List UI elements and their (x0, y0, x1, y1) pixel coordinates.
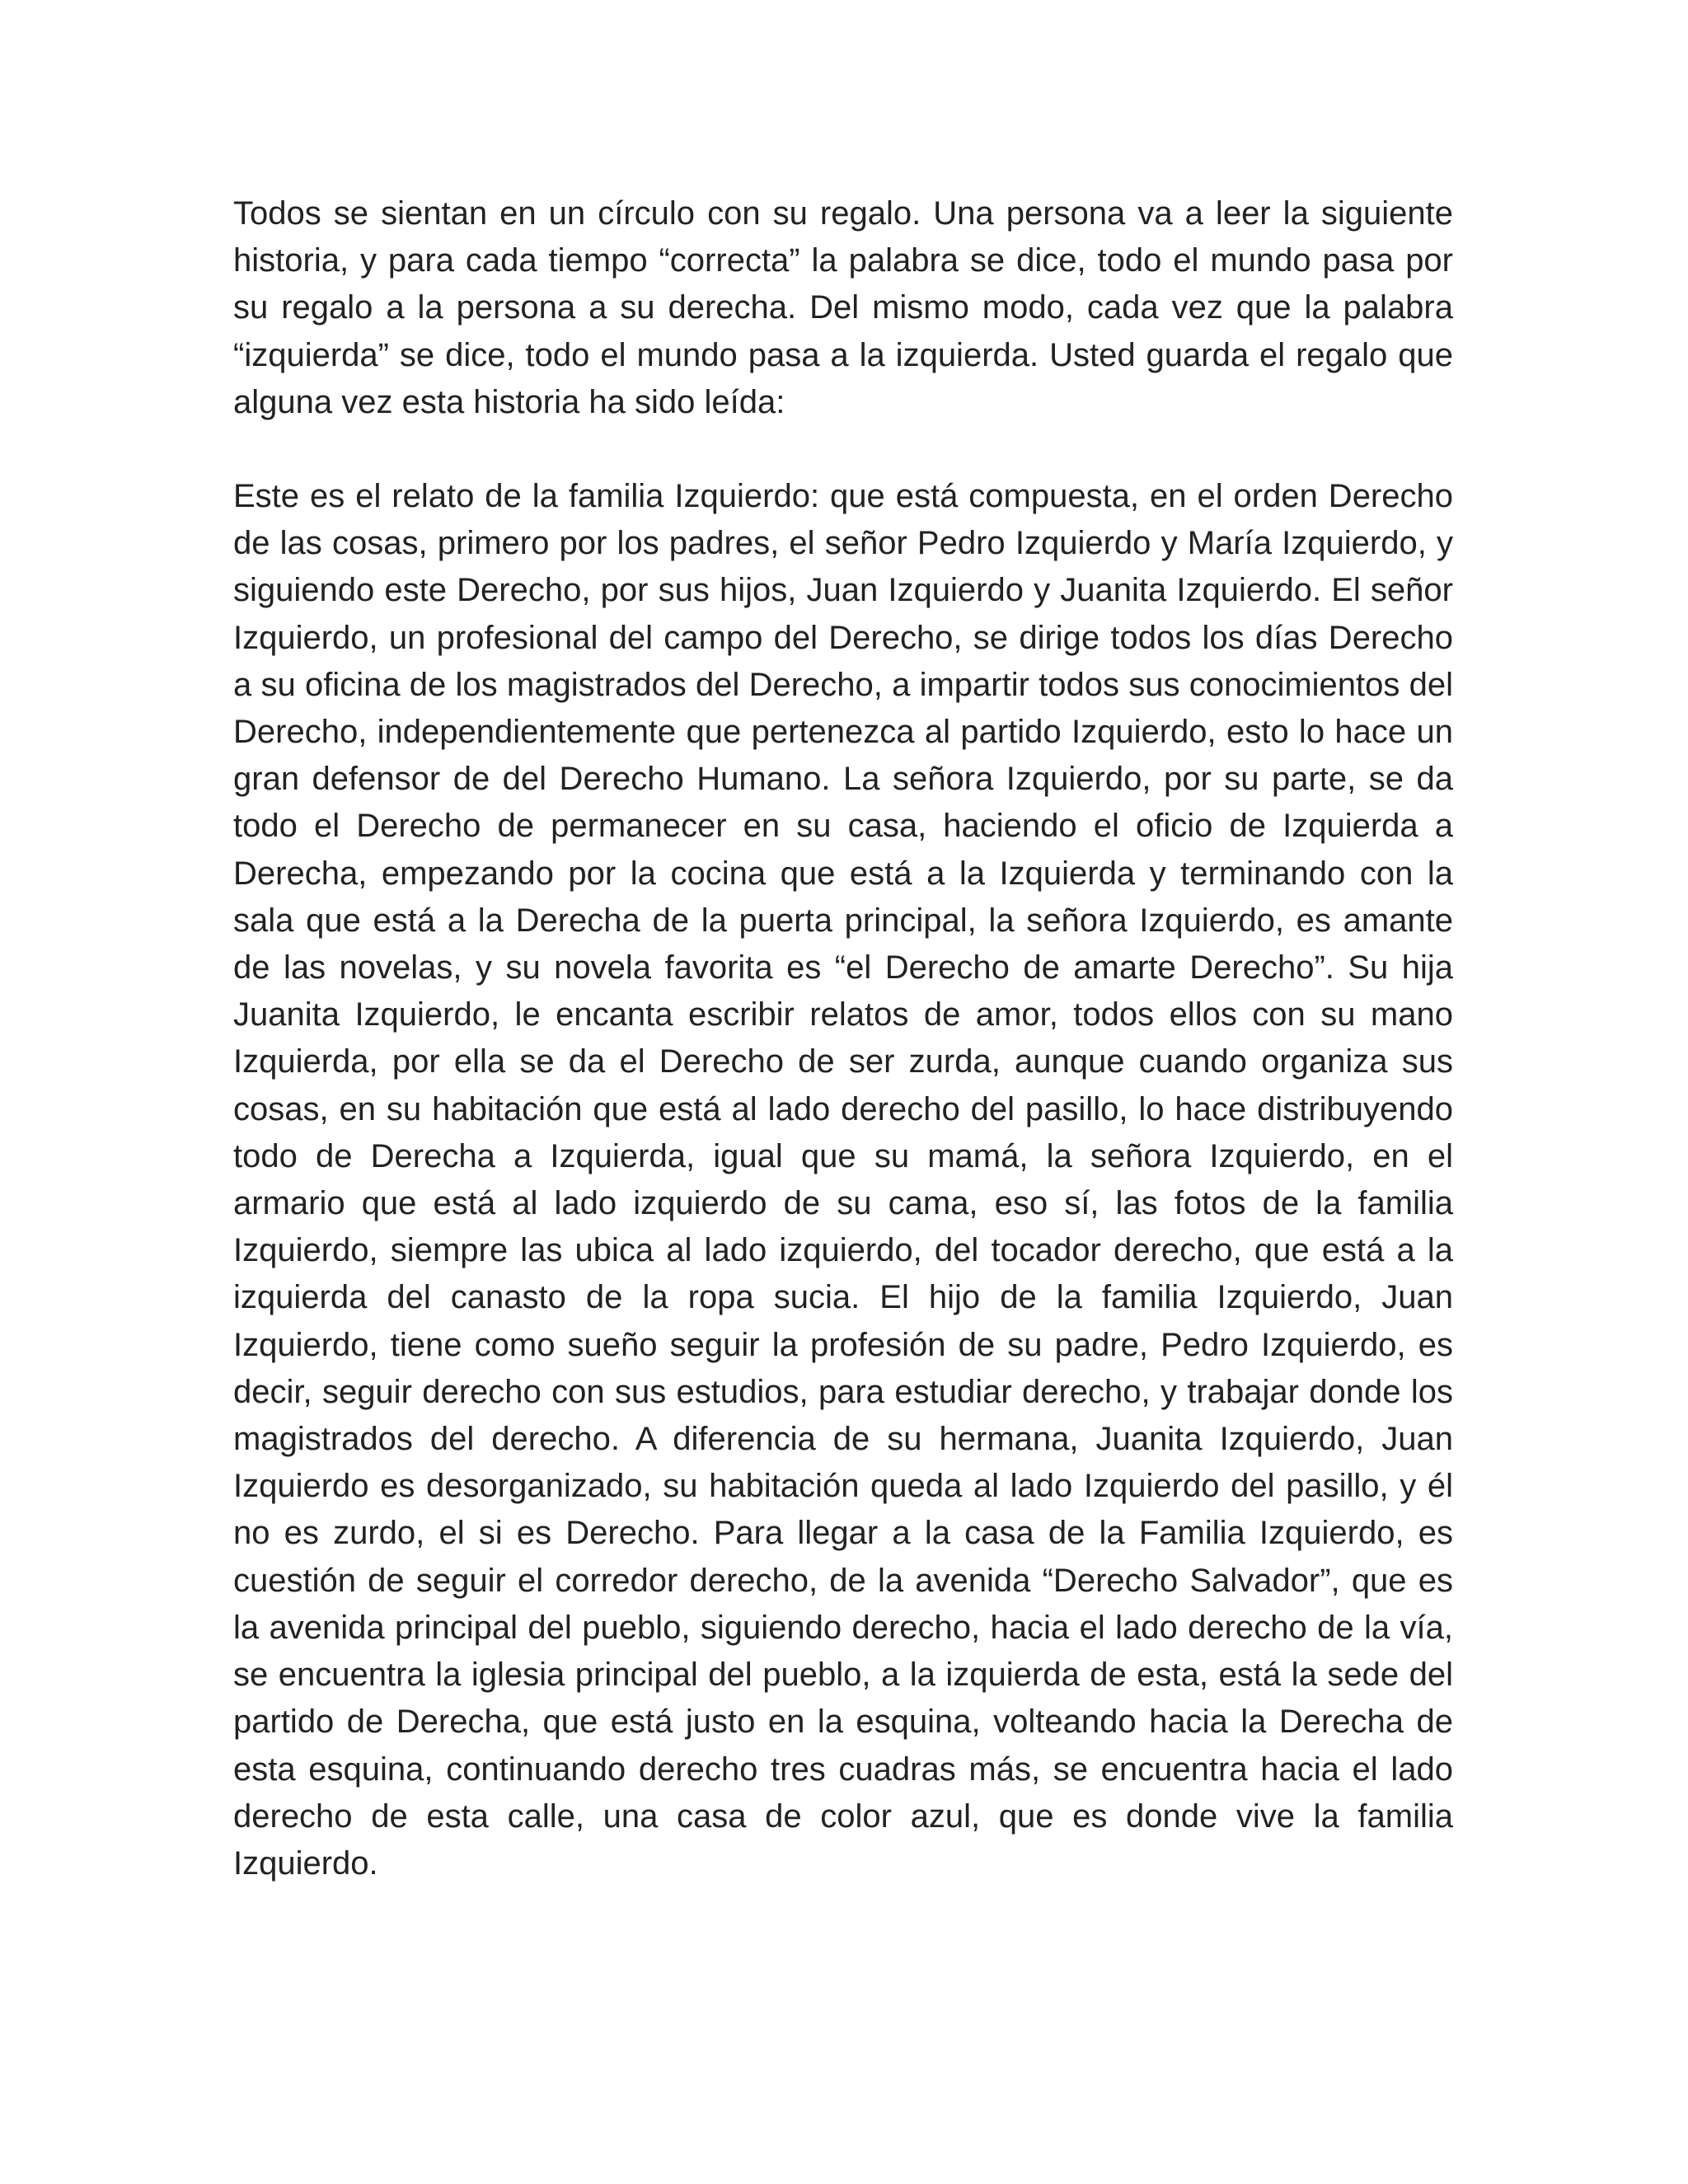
document-body (233, 190, 1453, 1887)
instructions-paragraph: Todos se sientan en un círculo con su regalo. Una persona va a leer la siguiente historia, y para cada tiempo “correcta” la palabra se dice, todo el mundo pasa por su regalo a la persona a su derecha. Del mismo modo, cada vez que la palabra “izquierda” se dice, todo el mundo pasa a la izquierda. Usted guarda el regalo que alguna vez esta historia ha sido leída: (233, 195, 1453, 420)
story-paragraph: Este es el relato de la familia Izquierdo: que está compuesta, en el orden Derecho de las cosas, primero por los padres, el señor Pedro Izquierdo y María Izquierdo, y siguiendo este Derecho, por sus hijos, Juan Izquierdo y Juanita Izquierdo. El señor Izquierdo, un profesional del campo del Derecho, se dirige todos los días Derecho a su oficina de los magistrados del Derecho, a impartir todos sus conocimientos del Derecho, independientemente que pertenezca al partido Izquierdo, esto lo hace un gran defensor de del Derecho Humano. La señora Izquierdo, por su parte, se da todo el Derecho de permanecer en su casa, haciendo el oficio de Izquierda a Derecha, empezando por la cocina que está a la Izquierda y terminando con la sala que está a la Derecha de la puerta principal, la señora Izquierdo, es amante de las novelas, y su novela favorita es “el Derecho de amarte Derecho”. Su hija Juanita Izquierdo, le encanta escribir relatos de amor, todos ellos con su mano Izquierda, por ella se da el Derecho de ser zurda, aunque cuando organiza sus cosas, en su habitación que está al lado derecho del pasillo, lo hace distribuyendo todo de Derecha a Izquierda, igual que su mamá, la señora Izquierdo, en el armario que está al lado izquierdo de su cama, eso sí, las fotos de la familia Izquierdo, siempre las ubica al lado izquierdo, del tocador derecho, que está a la izquierda del canasto de la ropa sucia. El hijo de la familia Izquierdo, Juan Izquierdo, tiene como sueño seguir la profesión de su padre, Pedro Izquierdo, es decir, seguir derecho con sus estudios, para estudiar derecho, y trabajar donde los magistrados del derecho. A diferencia de su hermana, Juanita Izquierdo, Juan Izquierdo es desorganizado, su habitación queda al lado Izquierdo del pasillo, y él no es zurdo, el si es Derecho. Para llegar a la casa de la Familia Izquierdo, es cuestión de seguir el corredor derecho, de la avenida “Derecho Salvador”, que es la avenida principal del pueblo, siguiendo derecho, hacia el lado derecho de la vía, se encuentra la iglesia principal del pueblo, a la izquierda de esta, está la sede del partido de Derecha, que está justo en la esquina, volteando hacia la Derecha de esta esquina, continuando derecho tres cuadras más, se encuentra hacia el lado derecho de esta calle, una casa de color azul, que es donde vive la familia Izquierdo. (233, 478, 1453, 1882)
